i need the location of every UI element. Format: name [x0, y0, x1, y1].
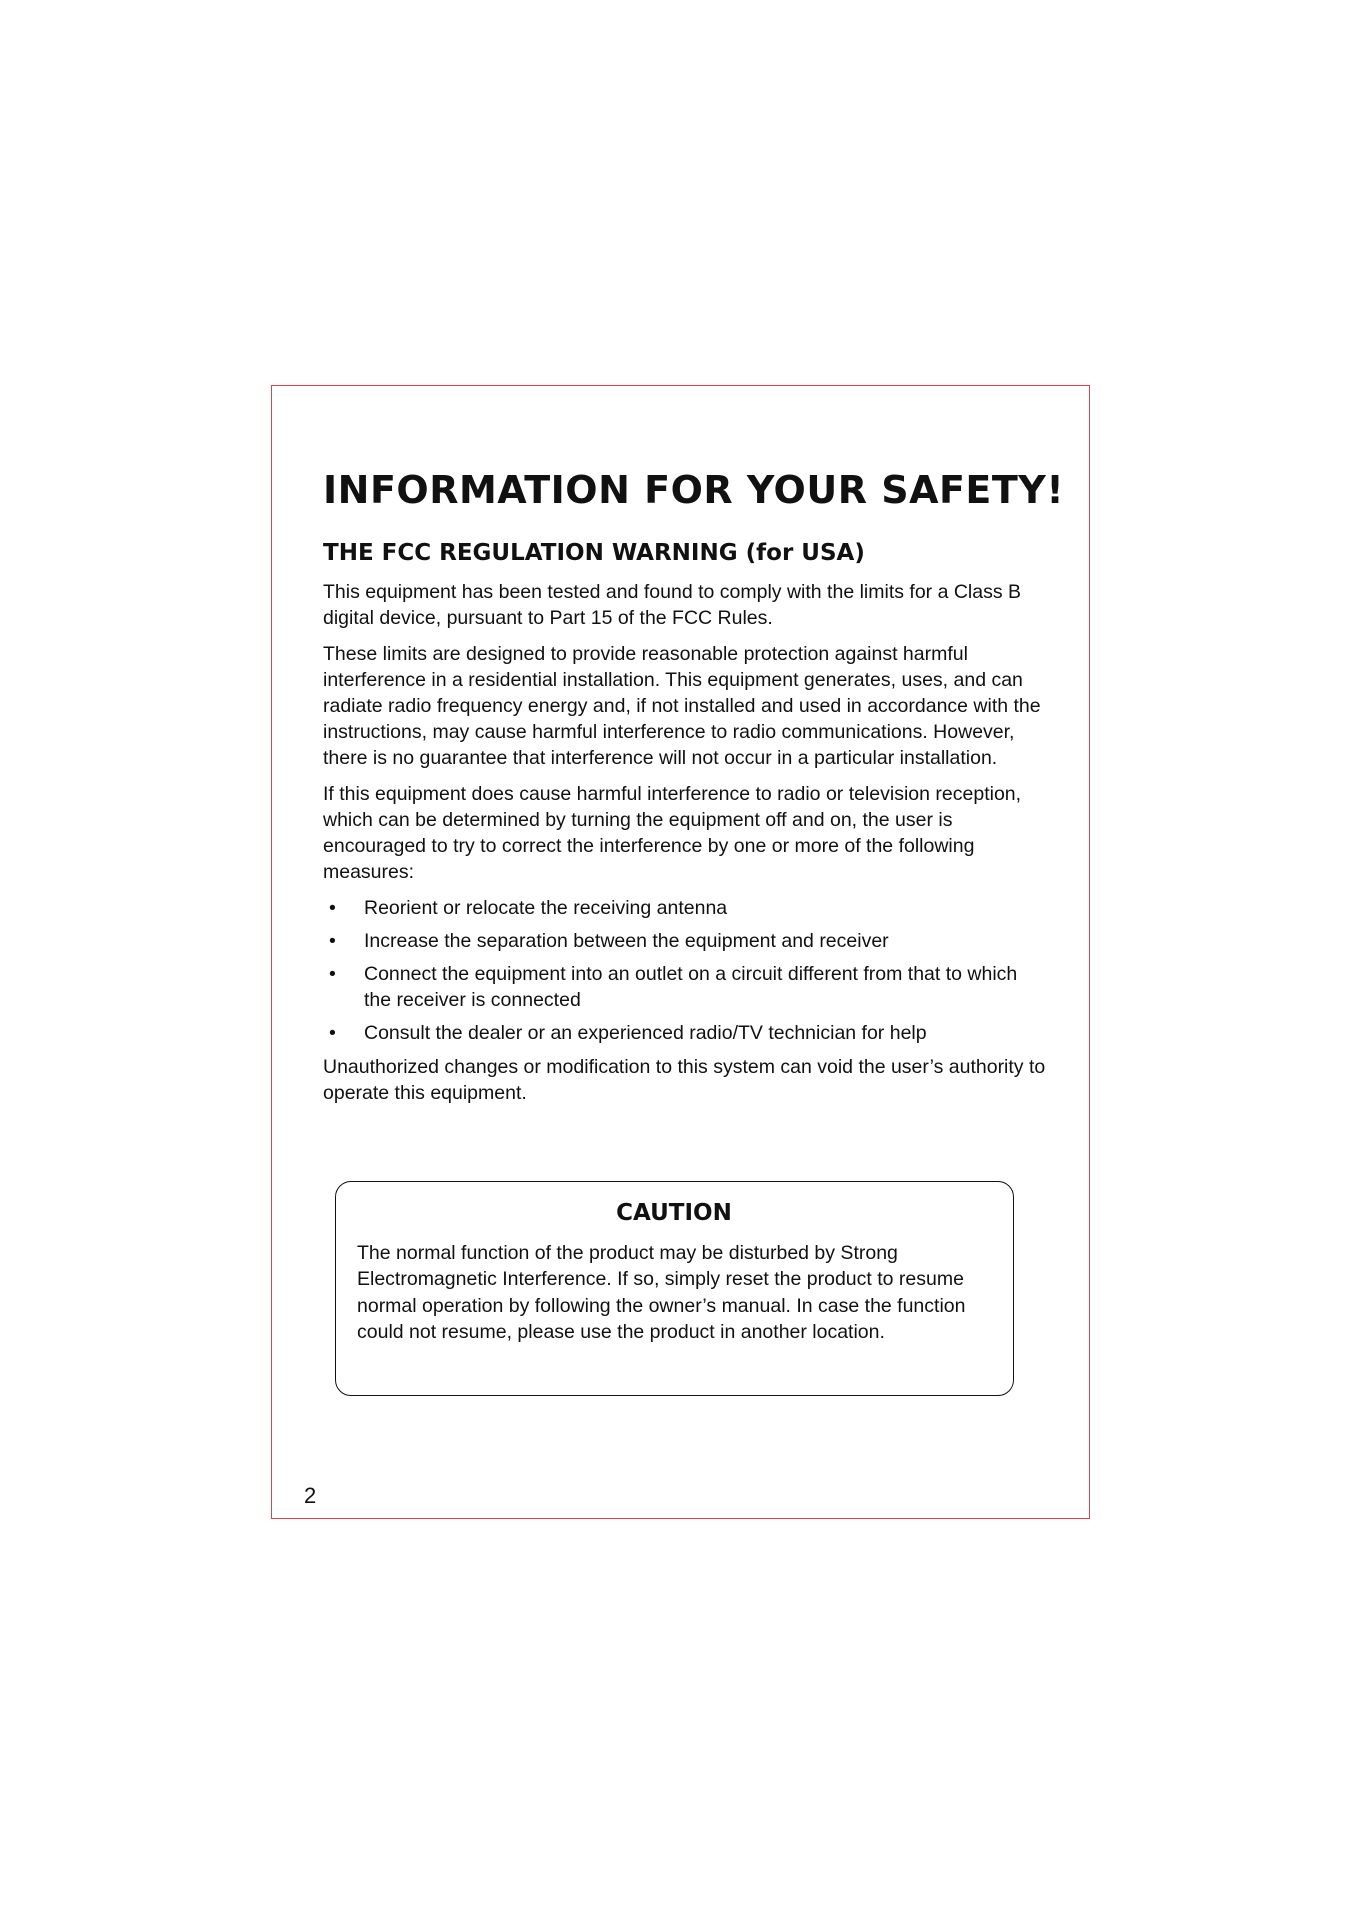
list-item	[323, 895, 1048, 921]
compliance-paragraph: This equipment has been tested and found to comply with the limits for a Class B digital device, pursuant to Part 15 of the FCC Rules.	[323, 581, 1022, 630]
list-item	[323, 928, 1048, 954]
measure-text: Consult the dealer or an experienced radio/TV technician for help	[364, 1022, 927, 1045]
list-item	[323, 961, 1048, 1013]
interference-paragraph: If this equipment does cause harmful interference to radio or television reception, which can be determined by turning the equipment off and on, the user is encouraged to try to correct the interference by one or more of the following measures:	[323, 783, 1022, 884]
bullet-icon: •	[329, 963, 336, 986]
fcc-section-heading: THE FCC REGULATION WARNING (for USA)	[323, 539, 865, 566]
caution-text: The normal function of the product may be disturbed by Strong Electromagnetic Interference. If so, simply reset the product to resume normal operation by following the owner’s manual. In case the function could not resume, please use the product in another location.	[357, 1241, 966, 1344]
bullet-icon: •	[329, 897, 336, 920]
measure-text: Increase the separation between the equipment and receiver	[364, 930, 889, 953]
measure-text: Reorient or relocate the receiving antenna	[364, 897, 728, 920]
bullet-icon: •	[329, 1022, 336, 1045]
unauthorized-changes-paragraph: Unauthorized changes or modification to this system can void the user’s authority to operate this equipment.	[323, 1056, 1046, 1105]
limits-paragraph: These limits are designed to provide reasonable protection against harmful interference in a residential installation. This equipment generates, uses, and can radiate radio frequency energy and, if not installed and used in accordance with the instructions, may cause harmful interference to radio communications. However, there is no guarantee that interference will not occur in a particular installation.	[323, 643, 1041, 770]
caution-title: CAUTION	[616, 1200, 732, 1226]
page-content	[323, 468, 1065, 1116]
caution-box	[335, 1181, 1014, 1396]
measures-list	[323, 895, 1048, 1046]
measure-text: Connect the equipment into an outlet on a circuit different from that to which the receiver is connected	[364, 963, 1018, 1012]
page-number: 2	[304, 1483, 317, 1508]
list-item	[323, 1020, 1048, 1046]
page-title: INFORMATION FOR YOUR SAFETY!	[323, 468, 1065, 512]
bullet-icon: •	[329, 930, 336, 953]
